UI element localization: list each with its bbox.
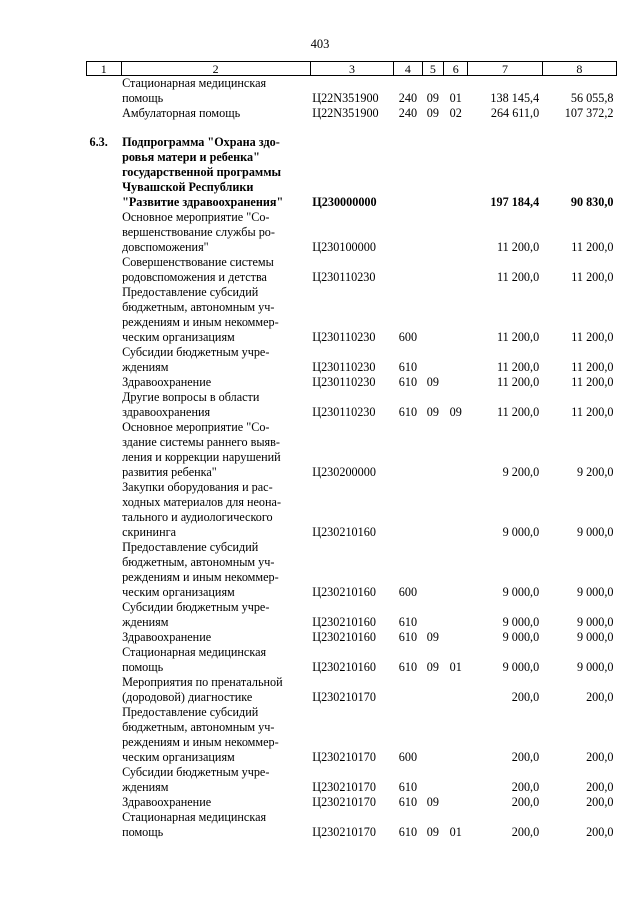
amount-cell: 11 200,0 (571, 360, 614, 374)
budget-code-cell: Ц230210160 (312, 525, 376, 539)
table-row (87, 420, 617, 480)
row-number-cell: 6.3. (89, 135, 108, 149)
budget-code-cell: Ц230110230 (312, 270, 376, 284)
row-name-cell (121, 345, 310, 375)
amount-cell: 200,0 (511, 690, 540, 704)
amount-cell: 11 200,0 (571, 330, 614, 344)
row-name-line: здание системы раннего выяв- (122, 435, 280, 449)
row-name-line: ждениям (122, 360, 169, 374)
expense-type-cell: 600 (398, 585, 418, 599)
spacer-cell (87, 121, 617, 135)
row-name-line: Чувашской Республики (122, 180, 254, 194)
amount-cell: 264 611,0 (490, 106, 540, 120)
column-header: 7 (468, 62, 542, 76)
budget-code-cell: Ц230210170 (312, 795, 376, 809)
column-header: 1 (87, 62, 122, 76)
expense-type-cell: 610 (398, 795, 418, 809)
row-name-cell (121, 765, 310, 795)
row-name-line: Предоставление субсидий (122, 285, 259, 299)
amount-cell: 107 372,2 (564, 106, 614, 120)
budget-table (86, 61, 617, 840)
section-cell: 09 (426, 91, 439, 105)
expense-type-cell: 610 (398, 630, 418, 644)
expense-type-cell: 610 (398, 375, 418, 389)
row-name-cell (121, 210, 310, 255)
subsection-cell (444, 540, 468, 600)
section-cell (422, 480, 443, 540)
section-cell (422, 765, 443, 795)
amount-cell: 11 200,0 (571, 270, 614, 284)
amount-cell: 200,0 (511, 780, 540, 794)
section-cell (422, 675, 443, 705)
row-name-cell (121, 645, 310, 675)
row-number-cell (87, 480, 122, 540)
expense-type-cell: 610 (398, 360, 418, 374)
table-row (87, 345, 617, 375)
row-number-cell (87, 420, 122, 480)
row-name-line: Другие вопросы в области (122, 390, 260, 404)
budget-code-cell: Ц230110230 (312, 330, 376, 344)
row-number-cell (87, 795, 122, 810)
section-cell: 09 (426, 795, 439, 809)
column-header: 3 (310, 62, 393, 76)
section-cell (422, 420, 443, 480)
table-row (87, 765, 617, 795)
column-header: 4 (394, 62, 422, 76)
amount-cell: 9 000,0 (576, 630, 614, 644)
amount-cell: 11 200,0 (571, 240, 614, 254)
subsection-cell (444, 255, 468, 285)
expense-type-cell: 600 (398, 750, 418, 764)
row-name-line: ровья матери и ребенка" (122, 150, 260, 164)
row-name-line: Закупки оборудования и рас- (122, 480, 273, 494)
amount-cell: 9 200,0 (502, 465, 540, 479)
row-number-cell (87, 76, 122, 107)
row-name-cell (121, 600, 310, 630)
table-row (87, 645, 617, 675)
amount-cell: 9 000,0 (576, 660, 614, 674)
row-name-line: Основное мероприятие "Со- (122, 210, 270, 224)
row-number-cell (87, 540, 122, 600)
row-name-cell (121, 540, 310, 600)
row-name-cell (121, 135, 310, 210)
amount-cell: 200,0 (511, 825, 540, 839)
amount-cell: 9 000,0 (576, 585, 614, 599)
amount-cell: 9 000,0 (502, 660, 540, 674)
row-number-cell (87, 765, 122, 795)
row-name-line: ческим организациям (122, 750, 235, 764)
row-number-cell (87, 390, 122, 420)
subsection-cell (444, 135, 468, 210)
amount-cell: 200,0 (511, 750, 540, 764)
budget-code-cell: Ц22N351900 (312, 91, 379, 105)
column-header: 2 (121, 62, 310, 76)
subsection-cell (444, 420, 468, 480)
amount-cell: 9 200,0 (576, 465, 614, 479)
row-number-cell (87, 645, 122, 675)
amount-cell: 90 830,0 (570, 195, 614, 209)
row-name-line: ждениям (122, 780, 169, 794)
row-name-cell (121, 285, 310, 345)
row-name-line: Совершенствование системы (122, 255, 274, 269)
section-cell (422, 210, 443, 255)
amount-cell: 9 000,0 (502, 585, 540, 599)
budget-code-cell: Ц22N351900 (312, 106, 379, 120)
subsection-cell: 09 (449, 405, 462, 419)
table-row (87, 390, 617, 420)
amount-cell: 56 055,8 (570, 91, 614, 105)
row-name-cell: Здравоохранение (122, 375, 212, 389)
amount-cell: 11 200,0 (571, 375, 614, 389)
column-header: 6 (444, 62, 468, 76)
expense-type-cell: 600 (398, 330, 418, 344)
row-name-cell (121, 810, 310, 840)
row-name-line: (дородовой) диагностике (122, 690, 253, 704)
amount-cell: 200,0 (586, 750, 614, 764)
row-name-line: помощь (122, 660, 164, 674)
expense-type-cell: 610 (398, 660, 418, 674)
row-name-cell: Здравоохранение (122, 630, 212, 644)
row-name-line: Предоставление субсидий (122, 705, 259, 719)
budget-code-cell: Ц230100000 (312, 240, 376, 254)
amount-cell: 11 200,0 (496, 405, 540, 419)
table-row (87, 135, 617, 210)
budget-code-cell: Ц230210160 (312, 630, 376, 644)
table-row (87, 255, 617, 285)
column-header: 8 (542, 62, 616, 76)
section-cell: 09 (426, 405, 439, 419)
row-number-cell (87, 345, 122, 375)
budget-code-cell: Ц230210160 (312, 660, 376, 674)
amount-cell: 11 200,0 (496, 330, 540, 344)
budget-code-cell: Ц230210170 (312, 690, 376, 704)
budget-code-cell: Ц230210170 (312, 825, 376, 839)
table-row (87, 106, 617, 121)
row-number-cell (87, 255, 122, 285)
table-row (87, 480, 617, 540)
section-cell: 09 (426, 660, 439, 674)
row-name-line: Стационарная медицинская (122, 810, 267, 824)
budget-code-cell: Ц230000000 (312, 195, 377, 209)
amount-cell: 9 000,0 (502, 615, 540, 629)
row-name-cell (121, 76, 310, 107)
budget-code-cell: Ц230110230 (312, 360, 376, 374)
table-row (87, 285, 617, 345)
row-name-line: Предоставление субсидий (122, 540, 259, 554)
row-name-line: развития ребенка" (122, 465, 217, 479)
row-name-line: Мероприятия по пренатальной (122, 675, 283, 689)
section-cell (422, 600, 443, 630)
row-name-line: реждениям и иным некоммер- (122, 315, 279, 329)
row-name-line: тального и аудиологического (122, 510, 273, 524)
budget-code-cell: Ц230110230 (312, 375, 376, 389)
row-name-line: ждениям (122, 615, 169, 629)
amount-cell: 9 000,0 (576, 525, 614, 539)
row-name-line: родовспоможения и детства (122, 270, 267, 284)
row-name-line: реждениям и иным некоммер- (122, 570, 279, 584)
row-name-cell (121, 480, 310, 540)
column-number-header-row (87, 62, 617, 76)
amount-cell: 9 000,0 (502, 630, 540, 644)
spacer-row (87, 121, 617, 135)
expense-type-cell (394, 210, 422, 255)
row-name-line: довспоможения" (122, 240, 209, 254)
row-number-cell (87, 630, 122, 645)
row-number-cell (87, 375, 122, 390)
section-cell: 09 (426, 825, 439, 839)
row-number-cell (87, 675, 122, 705)
amount-cell: 200,0 (586, 795, 614, 809)
row-number-cell (87, 210, 122, 255)
table-row (87, 675, 617, 705)
row-name-line: реждениям и иным некоммер- (122, 735, 279, 749)
row-name-line: Субсидии бюджетным учре- (122, 345, 270, 359)
table-row (87, 540, 617, 600)
row-name-cell (121, 420, 310, 480)
section-cell (422, 540, 443, 600)
amount-cell: 200,0 (586, 690, 614, 704)
row-number-cell (87, 705, 122, 765)
row-name-cell (121, 705, 310, 765)
subsection-cell (444, 705, 468, 765)
section-cell (422, 285, 443, 345)
expense-type-cell: 610 (398, 405, 418, 419)
row-name-line: Субсидии бюджетным учре- (122, 600, 270, 614)
row-number-cell (87, 285, 122, 345)
row-name-line: помощь (122, 91, 164, 105)
row-number-cell (87, 600, 122, 630)
row-name-cell (121, 255, 310, 285)
subsection-cell (444, 375, 468, 390)
amount-cell: 11 200,0 (571, 405, 614, 419)
amount-cell: 200,0 (586, 825, 614, 839)
row-name-cell: Амбулаторная помощь (122, 106, 241, 120)
section-cell: 09 (426, 375, 439, 389)
table-row (87, 600, 617, 630)
section-cell (422, 255, 443, 285)
row-name-line: Субсидии бюджетным учре- (122, 765, 270, 779)
row-name-line: Основное мероприятие "Со- (122, 420, 270, 434)
row-name-line: ления и коррекции нарушений (122, 450, 281, 464)
amount-cell: 11 200,0 (496, 360, 540, 374)
row-name-line: Стационарная медицинская (122, 76, 267, 90)
row-name-line: бюджетным, автономным уч- (122, 300, 275, 314)
expense-type-cell (394, 675, 422, 705)
row-name-cell (121, 390, 310, 420)
subsection-cell (444, 795, 468, 810)
row-name-line: ческим организациям (122, 330, 235, 344)
table-row (87, 795, 617, 810)
row-name-line: Подпрограмма "Охрана здо- (122, 135, 280, 149)
section-cell (422, 135, 443, 210)
subsection-cell (444, 630, 468, 645)
budget-code-cell: Ц230200000 (312, 465, 376, 479)
column-header: 5 (422, 62, 443, 76)
row-number-cell (87, 106, 122, 121)
section-cell (422, 705, 443, 765)
subsection-cell: 01 (449, 825, 462, 839)
page-number: 403 (310, 37, 330, 51)
budget-code-cell: Ц230110230 (312, 405, 376, 419)
budget-code-cell: Ц230210160 (312, 615, 376, 629)
row-name-cell (121, 675, 310, 705)
subsection-cell (444, 210, 468, 255)
budget-code-cell: Ц230210170 (312, 750, 376, 764)
row-name-line: бюджетным, автономным уч- (122, 555, 275, 569)
table-row (87, 705, 617, 765)
subsection-cell: 02 (449, 106, 462, 120)
expense-type-cell (394, 420, 422, 480)
amount-cell: 11 200,0 (496, 270, 540, 284)
row-name-line: Стационарная медицинская (122, 645, 267, 659)
subsection-cell (444, 600, 468, 630)
expense-type-cell: 240 (398, 106, 418, 120)
row-name-line: "Развитие здравоохранения" (122, 195, 284, 209)
row-name-line: здравоохранения (122, 405, 211, 419)
subsection-cell (444, 675, 468, 705)
subsection-cell (444, 765, 468, 795)
subsection-cell (444, 480, 468, 540)
amount-cell: 9 000,0 (576, 615, 614, 629)
section-cell (422, 345, 443, 375)
budget-code-cell: Ц230210160 (312, 585, 376, 599)
subsection-cell: 01 (449, 660, 462, 674)
subsection-cell (444, 345, 468, 375)
amount-cell: 138 145,4 (490, 91, 540, 105)
table-row (87, 210, 617, 255)
row-name-line: бюджетным, автономным уч- (122, 720, 275, 734)
amount-cell: 11 200,0 (496, 240, 540, 254)
expense-type-cell (394, 480, 422, 540)
table-row (87, 375, 617, 390)
amount-cell: 200,0 (586, 780, 614, 794)
expense-type-cell: 240 (398, 91, 418, 105)
row-number-cell (87, 810, 122, 840)
row-name-cell: Здравоохранение (122, 795, 212, 809)
table-row (87, 76, 617, 107)
expense-type-cell (394, 135, 422, 210)
amount-cell: 11 200,0 (496, 375, 540, 389)
amount-cell: 197 184,4 (490, 195, 540, 209)
subsection-cell (444, 285, 468, 345)
amount-cell: 9 000,0 (502, 525, 540, 539)
expense-type-cell: 610 (398, 825, 418, 839)
table-row (87, 810, 617, 840)
amount-cell: 200,0 (511, 795, 540, 809)
table-body (87, 76, 617, 841)
row-name-line: вершенствование службы ро- (122, 225, 275, 239)
row-name-line: государственной программы (122, 165, 282, 179)
row-name-line: ходных материалов для неона- (122, 495, 282, 509)
row-name-line: ческим организациям (122, 585, 235, 599)
expense-type-cell (394, 255, 422, 285)
row-name-line: помощь (122, 825, 164, 839)
expense-type-cell: 610 (398, 615, 418, 629)
budget-code-cell: Ц230210170 (312, 780, 376, 794)
subsection-cell: 01 (449, 91, 462, 105)
row-name-line: скрининга (122, 525, 176, 539)
section-cell: 09 (426, 106, 439, 120)
expense-type-cell: 610 (398, 780, 418, 794)
table-row (87, 630, 617, 645)
section-cell: 09 (426, 630, 439, 644)
